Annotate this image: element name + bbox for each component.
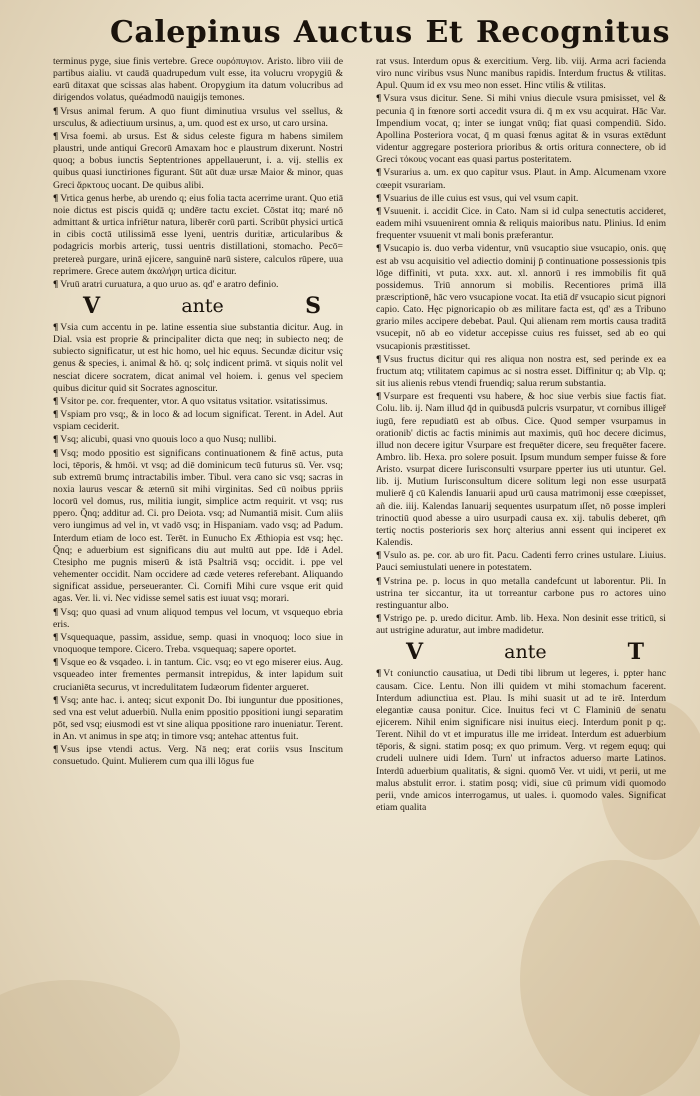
dictionary-entry: [53, 744, 343, 768]
dictionary-entry: [376, 550, 666, 574]
entry-text: Vsque eo & vsqadeo. i. in tantum. Cic. vsq; eo vt ego miserer eius. Aug. vsqueadeo inter frementes permansit intrepidus, & inter lapidum suit crucianiēta securus, vt incredulitatem Iudæorum fidenter argueret.: [53, 657, 343, 693]
running-header: [110, 10, 670, 54]
left-column: [53, 56, 343, 1012]
entry-text: Vsuuenit. i. accidit Cice. in Cato. Nam si id culpa senectutis accideret, eadem mihi vsuuenirent omnia & reliquis maioribus natu. Plinius. Id enim frequenter vsuuenit vt mali bonis præferantur.: [376, 205, 666, 242]
pilcrow-icon: ¶: [53, 744, 59, 756]
entry-text: Vruū aratri curuatura, a quo uruo as. qd' e aratro definio.: [60, 278, 279, 290]
entry-text: Vsura vsus dicitur. Sene. Si mihi vnius diecule vsura pmisisset, vel & pecunia q̄ in fœnore sorti accedit vsura di. q̄ m ex vsu acquirat. Hāc Var. Impendium vocat, q; inter se iungat vnūq; fiat quasi compendiū. Sido. Apollina Posteriora vocat, q̄ m quasi fœnus agitat & in vsuras extēdunt videntur aggregare posteriora prioribus & ortis oritura connectere, ob id Greci τόκους vocant eas quasi partus posteritatem.: [376, 93, 666, 166]
pilcrow-icon: ¶: [53, 278, 59, 290]
section-letter: V: [83, 292, 101, 319]
pilcrow-icon: ¶: [376, 613, 382, 625]
pilcrow-icon: ¶: [376, 205, 382, 217]
entry-text: Vsuarius de ille cuius est vsus, qui vel vsum capit.: [383, 192, 579, 204]
pilcrow-icon: ¶: [53, 434, 59, 446]
dictionary-entry: [53, 434, 343, 446]
section-word: ante: [504, 641, 547, 664]
dictionary-entry: [53, 409, 343, 433]
pilcrow-icon: ¶: [53, 395, 59, 407]
header-word: Calepinus: [110, 14, 282, 50]
right-column: [376, 56, 666, 956]
pilcrow-icon: ¶: [53, 192, 59, 204]
entry-text: Vsq; alicubi, quasi vno quouis loco a quo Nusq; nullibi.: [60, 434, 277, 446]
pilcrow-icon: ¶: [53, 657, 59, 669]
entry-text: Vsulo as. pe. cor. ab uro fit. Pacu. Cadenti ferro crines ustulare. Liuius. Pauci semiustulati uenere in potestatem.: [376, 550, 666, 574]
entry-text: Vsus ipse vtendi actus. Verg. Nā neq; erat coriis vsus Inscitum consuetudo. Quint. Mulierem cum qua illi lōgus fue: [53, 744, 343, 768]
pilcrow-icon: ¶: [376, 353, 382, 365]
entry-text: Vstrina pe. p. locus in quo metalla candefcunt ut laborentur. Pli. In ustrina ter siccantur, ita ut torreantur carbone pus ro actores uino restinguantur albo.: [376, 575, 666, 611]
dictionary-entry: [376, 93, 666, 166]
entry-text: Vspiam pro vsq;, & in loco & ad locum significat. Terent. in Adel. Aut vspiam ceciderit.: [53, 409, 343, 433]
entry-text: Vrsa foemi. ab ursus. Est & sidus celeste figura m habens similem plaustri, unde antiqui Grecorū Amaxam hoc e plaustrum dixerunt. Nostri quoq; a bobus iunctis Septentriones appellauerunt, i. a. vij. stellis ex quibus quasi iunctiriones figurant. Sūt aūt duæ ursæ Maior & minor, quas Greci ἄρκτους uocant. De quibus alibi.: [53, 130, 343, 191]
entry-text: Vsurpare est frequenti vsu habere, & hoc siue verbis siue factis fiat. Colu. lib. ij. Nam illud q̄d in quibusdā pulcris vsurpatur, vt cornibus illigeř iugū, fere repudiatū est ab oībus. Cice. Quod semper vsurpamus in orationib' dictis ac factis minimis aut maximis, quū hoc decere dicimus, illud non decere igitur Vsurpare est frequēter dicere, seu frequēter facere. Ambro. lib. Hexa. pro solere posuit. Ipsum mundum semper fuisse & fore Aristo. vsurpat dicere Iurisconsulti vsurpare pperter ius uti utuntur. Gel. lib. ij. Mutium Iurisconsultum dicere solitum legi non esse usurpatā mulierē q̄ cū Kalendis Ianuarii apud urū causa matrimonij esse cœepisset, añ die. iiij. Kalendas Ianuarij sequentes usurpatum ıſſet, nō posse impleri trinoctiū quod abesse a uiro usurpadi causa ex. xij. tabulis deberet, qm̄ tertiç noctis posterioris sex horç alterius anni essent qui inciperet ex Kalendis.: [376, 391, 666, 549]
pilcrow-icon: ¶: [53, 105, 59, 117]
entry-text: Vsia cum accentu in pe. latine essentia siue substantia dicitur. Aug. in Dial. vsia est proprie & principaliter dicta que neq; in subiecto neq; de subiecto significatur, ut est hic homo, uel hic equus. Secundæ dicitur vsiç genus & species, i. animal & hō. q; solç indicent primā. vt siquis nolit vel nesciat dicere socratem, dicat animal vel hoiem. i. genus vel speciem quibus dicitur quid sit Socrates agnoscitur.: [53, 321, 343, 394]
pilcrow-icon: ¶: [53, 130, 59, 142]
pilcrow-icon: ¶: [376, 575, 382, 587]
dictionary-entry: [53, 106, 343, 130]
dictionary-entry: [376, 167, 666, 191]
dictionary-entry: [376, 391, 666, 549]
dictionary-entry: [376, 668, 666, 814]
dictionary-entry: terminus pyge, siue finis vertebre. Grece ουρόπυγιον. Aristo. libro viii de partibus aialiu. vt caudā quadrupedum vult esse, ita volucru vropygiū & earū ditaxat que scissas alas habent. Oropygium ita datum volucribus ad dirigendos volatus, quéadmodū nauigijs temones.: [53, 56, 343, 104]
dictionary-entry: [376, 206, 666, 242]
dictionary-entry: [53, 131, 343, 192]
dictionary-entry: [53, 695, 343, 744]
pilcrow-icon: ¶: [53, 447, 59, 459]
entry-text: Vstrigo pe. p. uredo dicitur. Amb. lib. Hexa. Non desinit esse triticū, si aut ustrigine aduratur, aut imbre madidetur.: [376, 613, 666, 637]
dictionary-entry: [53, 657, 343, 693]
pilcrow-icon: ¶: [53, 409, 59, 421]
header-word: Et: [425, 14, 464, 50]
pilcrow-icon: ¶: [376, 668, 382, 680]
dictionary-entry: [53, 632, 343, 656]
section-word: ante: [181, 294, 224, 317]
pilcrow-icon: ¶: [53, 321, 59, 333]
dictionary-entry: [53, 322, 343, 395]
dictionary-entry: [376, 576, 666, 612]
section-letter: T: [627, 639, 644, 666]
pilcrow-icon: ¶: [376, 391, 382, 403]
dictionary-entry: [53, 607, 343, 631]
dictionary-entry: [53, 448, 343, 606]
pilcrow-icon: ¶: [376, 167, 382, 179]
entry-text: Vsq; modo ppositio est significans continuationem & finē actus, puta loci, tēporis, & hmōi. vt vsq; ad diē dominicum tecū futurus sū. Ver. vsq; sub extremū brumç intractabilis imber. Tibul. vera cano sic vsq; sacras in noxia laurus vescar & æternū sit mihi virginitas. Sed cū noibus ppriis locorū vel domus, rus, militia iungit, simplice actm requirit. vt vsq; rus ppero. Q̄nq; additur ad. Ci. pro Deiota. vsq; ad Numantiā misit. Cum aliis vero iungimus ad vel in, vt vadō vsq; in Hispaniam. vado vsq; ad Padum. Interdum etiam de loco est. Terēt. in Eunucho Ex Æthiopia est vsq; hęc. Q̄nq; e aduerbium est significans diu aut multū aut ppe. Idē i Adel. Ctesipho me pugnis miserū & istā Psaltriā vsq; occidit. i. ppe vel vehementer occidit. Nam occidere ad cæde veteres referebant. Aliquando significat assidue, perseueranter. Ci. Cornifi Mihi cure vsque erit quid agas. Ver. li. vi. Nec vidisse semel satis est iuuat vsq; morari.: [53, 447, 343, 605]
entry-text: Vsurarius a. um. ex quo capitur vsus. Plaut. in Amp. Alcumenam vxore cœepit vsurariam.: [376, 167, 666, 191]
entry-text: Vrsus animal ferum. A quo fiunt diminutiua vrsulus vel ssellus, & ursculus, & adiectiuum ursinus, a, um. quod est ex urso, ut caro ursina.: [53, 105, 343, 129]
header-word: Recognitus: [475, 14, 670, 50]
entry-text: Vsq; quo quasi ad vnum aliquod tempus vel locum, vt vsquequo ebria eris.: [53, 606, 343, 630]
entry-text: Vsitor pe. cor. frequenter, vtor. A quo vsitatus vsitatior. vsitatissimus.: [60, 395, 328, 407]
entry-text: Vt coniunctio causatiua, ut Dedi tibi librum ut legeres, i. ppter hanc causam. Cice. Lentu. Non illi quidem vt mihi stomachum facerent. Interdum adiunctiua est. Plau. Is mihi suasit ut ad te irē. Interdum elegantiæ causa ponitur. Cice. Inuitus feci vt C Flaminiū de senatu ejicerem. Nihil enim significare nisi inuitus eiecj. Interdum ponit p q;. Terent. Nihil do vt et impuratus ille me irrideat. Interdum est aduerbium tēporis, & signi. statim posq; ex quo primum. Verg. vt regem equq; qui crudeli uulnere uidi Idem. Turn' ut infractos aduerso marte Latinos. Interdū aduerbium qualitatis, & signi. quomō Ver. vt uidi, vt perii, ut me malus abstulit error. i. statim posq; vidi, siue cū primum vidi quomodo perii, vnde amicos interrogamus, ut uales. i. quomodo vales. Significat etiam qualita: [376, 668, 666, 814]
entry-text: Vsus fructus dicitur qui res aliqua non nostra est, sed perinde ex ea fructum atq; vtilitatem capimus ac si nostra esset. Diffinitur q; ab Vlp. q; sit ius alienis rebus vtendi fruendiq; salua rerum substantia.: [376, 353, 666, 390]
header-word: Auctus: [293, 14, 413, 50]
entry-text: Vsq; ante hac. i. anteq; sicut exponit Do. Ibi iunguntur due ppositiones, sed vna est velut aduerbiū. Nulla enim ppositio ppositioni iungi separatim pōt, sed vsq; eiusmodi est vt sine aliqua ppositione raro inueniatur. Terent. in An. vt animus in spe atq; in timore vsq; antehac attentus fuit.: [53, 694, 343, 743]
dictionary-entry: [376, 243, 666, 352]
pilcrow-icon: ¶: [53, 694, 59, 706]
dictionary-entry: [376, 613, 666, 637]
dictionary-entry: [53, 193, 343, 278]
pilcrow-icon: ¶: [53, 606, 59, 618]
entry-text: Vrtica genus herbe, ab urendo q; eius folia tacta acerrime urant. Quo etiā noie dictus est piscis quidā q; undēre tactu exciet. Cōstat itq; maré nō admittant & urtica infriētur natura, liberēr corū parti. Scribūt physici urticā in cibis coctā utilissimā esse lyeni, uentris duritiæ, articularibus & podagricis morbis arteriç, tussi uentris distillationi, stomacho. Pecō= pretereà purgare, urinā ejicere, sanguinē narū sistere, calculos rūpere, uua reprimere. Grece autem ἀκαλήφη urtica dicitur.: [53, 192, 343, 277]
pilcrow-icon: ¶: [376, 192, 382, 204]
pilcrow-icon: ¶: [376, 550, 382, 562]
dictionary-entry: [376, 193, 666, 205]
pilcrow-icon: ¶: [376, 243, 382, 255]
dictionary-entry: [53, 279, 343, 291]
entry-text: Vsucapio is. duo verba videntur, vnū vsucaptio siue vsucapio, onis. quę est ab vsu acquisitio vel adiectio dominij p̄ continuatione possessionis tpis lōge diffiniti, vt puta. xxx. aut. xl. annorū i res immobilis fit quā possidemus. Triū annorum si mobilis. Recentiores primā illā præscriptionē, hāc vero vsucapione vocat. Ita etiā dr̄ vsucapio sicut pignori capio. Cato. Hęc pignoricapio ob æs militare facta est, qd' æs a Tribuno grario miles accipere debebat. Paul. Qui alienam rem mortis causa traditā vsucepit, nō ab eo videtur accepisse cuius res fuisset, sed ab eo qui vsucapionis præstitisset.: [376, 243, 666, 352]
dictionary-entry: [376, 354, 666, 390]
pilcrow-icon: ¶: [376, 93, 382, 105]
dictionary-entry: [53, 396, 343, 408]
entry-text: Vsquequaque, passim, assidue, semp. quasi in vnoquoq; loco siue in vnoquoque tempore. Cicero. Treba. vsquequaq; sapere oportet.: [53, 631, 343, 656]
section-heading-v-ante-s: [83, 293, 321, 319]
pilcrow-icon: ¶: [53, 631, 59, 643]
dictionary-entry: rat vsus. Interdum opus & exercitium. Verg. lib. viij. Arma acri facienda viro nunc viribus vsus Nunc manibus rapidis. Interdum fructus & vtilitas. Apul. Quum id ex vsu meo non esset. Hinc vtilis & vtilitas.: [376, 56, 666, 92]
section-heading-v-ante-t: [406, 639, 644, 665]
section-letter: V: [406, 639, 424, 666]
section-letter: S: [305, 292, 321, 319]
